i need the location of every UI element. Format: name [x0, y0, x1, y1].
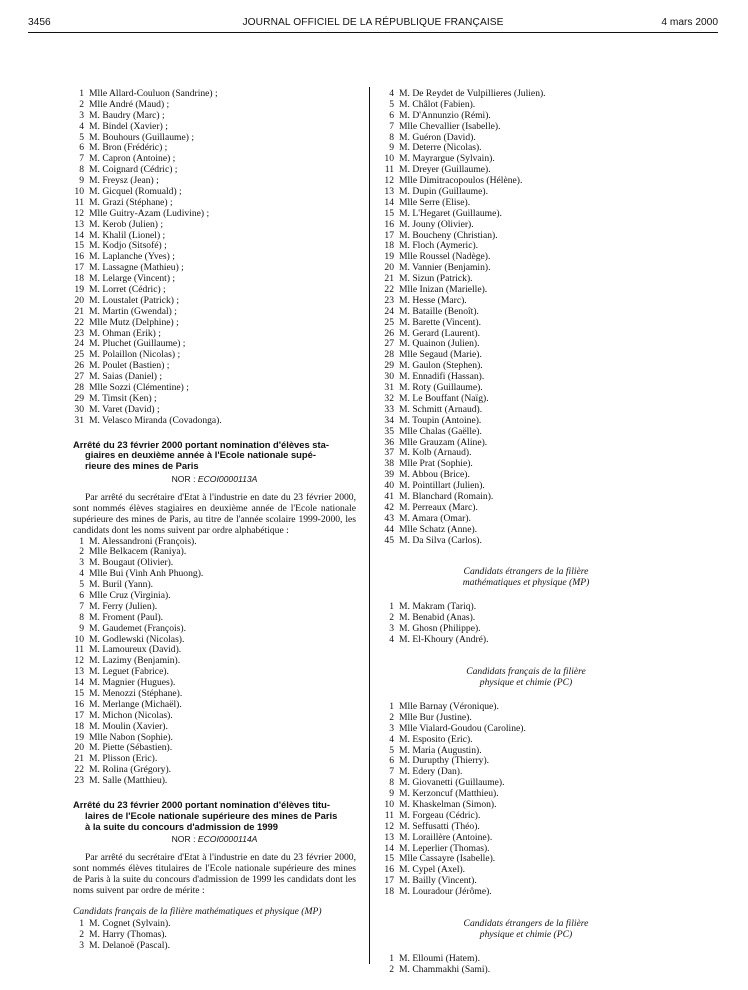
list-item-name: M. Grazi (Stéphane) ;: [89, 196, 173, 208]
list-item-number: 19: [74, 284, 84, 296]
section-heading-line: mathématiques et physique (MP): [462, 577, 590, 589]
list-item-number: 17: [74, 709, 84, 721]
list-item-name: M. Kolb (Arnaud).: [399, 447, 472, 459]
list-item-name: M. Kodjo (Sitsofé) ;: [89, 240, 167, 252]
list-item-number: 17: [74, 262, 84, 274]
nor-code: ECOI0000114A: [197, 834, 258, 845]
list-item-name: Mlle Allard-Couluon (Sandrine) ;: [89, 88, 218, 99]
list-item-name: M. Godlewski (Nicolas).: [89, 633, 185, 645]
list-item: [61, 416, 361, 427]
list-item-name: M. Ghosn (Philippe).: [399, 623, 481, 635]
list-item-number: 22: [74, 316, 84, 328]
list-item-number: 45: [384, 534, 394, 546]
list-item-number: 8: [79, 164, 84, 176]
list-item-number: 4: [79, 120, 84, 132]
list-item-number: 16: [384, 218, 394, 230]
article-title: [73, 440, 356, 472]
list-item-name: M. Gerard (Laurent).: [399, 327, 480, 339]
list-item-number: 3: [79, 109, 84, 121]
list-item-name: Mlle Schatz (Anne).: [399, 523, 478, 535]
list-item: [61, 776, 361, 787]
list-item-number: 25: [384, 316, 394, 328]
list-item-name: Mlle Sozzi (Clémentine) ;: [89, 382, 189, 394]
list-item-number: 44: [384, 523, 394, 535]
article-title: [73, 800, 356, 832]
list-item-number: 8: [79, 611, 84, 623]
list-item-number: 10: [74, 186, 84, 198]
name-list: [371, 702, 671, 898]
list-item-name: M. Harry (Thomas).: [89, 928, 167, 940]
list-item-number: 11: [384, 164, 394, 176]
list-item-number: 19: [384, 251, 394, 263]
column-divider: [369, 87, 370, 964]
list-item-number: 5: [79, 131, 84, 143]
section-heading-line: physique et chimie (PC): [479, 676, 573, 688]
name-list: [61, 89, 361, 427]
name-list: [61, 919, 361, 952]
list-item-number: 20: [384, 262, 394, 274]
article-paragraph: Par arrêté du secrétaire d'Etat à l'industrie en date du 23 février 2000, sont nommés élèves stagiaires en deuxième année de l'Ecole nationale supérieure des mines de Paris, au titre de l'année scolaire 1999-2000, les candidats dont les noms suivent par ordre alphabétique :: [73, 491, 356, 536]
list-item-name: M. Bailly (Vincent).: [399, 875, 477, 887]
list-item-name: M. Loustalet (Patrick) ;: [89, 294, 180, 306]
list-item-name: M. Gaulon (Stephen).: [399, 360, 483, 372]
list-item-name: M. Poulet (Bastien) ;: [89, 360, 170, 372]
list-item-name: M. Rolina (Grégory).: [89, 764, 172, 776]
list-item-number: 36: [384, 436, 394, 448]
list-item-name: M. Benabid (Anas).: [399, 612, 476, 624]
list-item-name: M. Le Bouffant (Naïg).: [399, 392, 489, 404]
list-item-number: 13: [74, 218, 84, 230]
list-item-name: M. Loraillère (Antoine).: [399, 831, 493, 843]
nor-label: NOR :: [171, 474, 196, 484]
list-item-name: M. Leguet (Fabrice).: [89, 666, 169, 678]
list-item-name: M. Mayrargue (Sylvain).: [399, 153, 495, 165]
list-item-number: 12: [74, 655, 84, 667]
list-item-name: M. Velasco Miranda (Covadonga).: [89, 414, 222, 426]
list-item-name: M. Ennadifi (Hassan).: [399, 371, 485, 383]
list-item-number: 1: [389, 953, 394, 964]
list-item-number: 2: [79, 98, 84, 110]
list-item-name: M. Buril (Yann).: [89, 579, 154, 591]
list-item-name: M. Dupin (Guillaume).: [399, 186, 488, 198]
list-item-number: 7: [79, 153, 84, 165]
list-item-name: M. Durupthy (Thierry).: [399, 755, 490, 767]
page-number: 3456: [28, 17, 51, 28]
list-item-name: M. Châlot (Fabien).: [399, 98, 476, 110]
list-item-name: M. Moulin (Xavier).: [89, 720, 168, 732]
list-item-name: M. Da Silva (Carlos).: [399, 534, 482, 546]
journal-title: JOURNAL OFFICIEL DE LA RÉPUBLIQUE FRANÇAISE: [242, 17, 504, 28]
list-item-name: M. D'Annunzio (Rémi).: [399, 109, 491, 121]
list-item-number: 21: [74, 753, 84, 765]
list-item-number: 42: [384, 501, 394, 513]
list-item-number: 4: [79, 568, 84, 580]
article-title-line: Arrêté du 23 février 2000 portant nomination d'élèves sta-: [73, 438, 329, 450]
list-item-number: 4: [389, 733, 394, 745]
list-item-number: 3: [389, 623, 394, 635]
list-item-number: 38: [384, 458, 394, 470]
list-item-number: 12: [384, 175, 394, 187]
list-item-name: M. Barette (Vincent).: [399, 316, 482, 328]
list-item-name: M. Esposito (Eric).: [399, 733, 473, 745]
nor-code: ECOI0000113A: [197, 474, 258, 484]
list-item-number: 11: [74, 644, 84, 656]
list-item-name: Mlle Vialard-Goudou (Caroline).: [399, 722, 526, 734]
list-item-name: M. Pointillart (Julien).: [399, 480, 485, 492]
list-item-name: M. Coignard (Cédric) ;: [89, 164, 178, 176]
list-item-number: 8: [389, 131, 394, 143]
list-item-number: 4: [389, 88, 394, 99]
list-item-number: 8: [389, 777, 394, 789]
list-item-number: 6: [79, 589, 84, 601]
article-title-line: à la suite du concours d'admission de 1999: [85, 820, 278, 832]
list-item-name: M. Vannier (Benjamin).: [399, 262, 491, 274]
list-item-name: M. Edery (Dan).: [399, 766, 463, 778]
list-item-number: 20: [74, 294, 84, 306]
list-item-number: 2: [79, 928, 84, 940]
list-item-name: M. Laplanche (Yves) ;: [89, 251, 175, 263]
list-item-name: M. Dreyer (Guillaume).: [399, 164, 491, 176]
list-item: [61, 941, 361, 952]
list-item-name: M. Ferry (Julien).: [89, 600, 158, 612]
list-item-name: M. Martin (Gwendal) ;: [89, 305, 177, 317]
list-item-name: M. Toupin (Antoine).: [399, 414, 482, 426]
list-item-name: M. Saias (Daniel) ;: [89, 371, 163, 383]
list-item-name: M. Schmitt (Arnaud).: [399, 403, 483, 415]
list-item-name: Mlle Barnay (Véronique).: [399, 700, 499, 712]
list-item-number: 23: [74, 775, 84, 787]
list-item-name: M. Deterre (Nicolas).: [399, 142, 482, 154]
list-item-number: 41: [384, 490, 394, 502]
list-item-name: M. Guéron (David).: [399, 131, 476, 143]
list-item-name: M. Elloumi (Hatem).: [399, 953, 480, 964]
list-item-number: 1: [389, 700, 394, 712]
list-item-name: M. El-Khoury (André).: [399, 634, 489, 646]
list-item-name: M. Giovanetti (Guillaume).: [399, 777, 505, 789]
list-item-number: 31: [74, 414, 84, 426]
list-item-name: Mlle Prat (Sophie).: [399, 458, 473, 470]
section-heading-line: physique et chimie (PC): [479, 929, 573, 940]
list-item-name: Mlle Grauzam (Aline).: [399, 436, 488, 448]
list-item-number: 32: [384, 392, 394, 404]
section-heading: [371, 566, 681, 588]
list-item-name: M. Pluchet (Guillaume) ;: [89, 338, 186, 350]
list-item-name: M. Baudry (Marc) ;: [89, 109, 165, 121]
list-item-number: 29: [74, 392, 84, 404]
list-item-name: M. Cypel (Axel).: [399, 864, 466, 876]
list-item-number: 37: [384, 447, 394, 459]
list-item-number: 17: [384, 229, 394, 241]
list-item-number: 6: [389, 109, 394, 121]
list-item-number: 22: [384, 284, 394, 296]
list-item-name: M. Leperlier (Thomas).: [399, 842, 490, 854]
list-item-name: Mlle Dimitracopoulos (Hélène).: [399, 175, 523, 187]
list-item-name: M. Delanoë (Pascal).: [89, 939, 170, 951]
list-item-name: M. Abbou (Brice).: [399, 469, 470, 481]
list-item-name: Mlle Inizan (Marielle).: [399, 284, 488, 296]
list-item-name: M. Gicquel (Romuald) ;: [89, 186, 182, 198]
list-item-name: M. Magnier (Hugues).: [89, 677, 176, 689]
list-item-name: M. Ohman (Erik) ;: [89, 327, 161, 339]
list-item-number: 1: [389, 601, 394, 613]
list-item-name: M. L'Hegaret (Guillaume).: [399, 207, 502, 219]
list-item-number: 1: [79, 917, 84, 929]
list-item-number: 23: [74, 327, 84, 339]
list-item-number: 18: [74, 273, 84, 285]
list-item-number: 20: [74, 742, 84, 754]
list-item-name: M. De Reydet de Vulpillieres (Julien).: [399, 88, 546, 99]
list-item-name: M. Roty (Guillaume).: [399, 382, 483, 394]
list-item-name: M. Bouhours (Guillaume) ;: [89, 131, 194, 143]
list-item-number: 18: [384, 886, 394, 898]
list-item: [371, 536, 671, 547]
right-column: [371, 89, 671, 976]
list-item: [371, 965, 671, 976]
list-item-name: M. Merlange (Michaël).: [89, 698, 182, 710]
list-item-name: Mlle Serre (Elise).: [399, 196, 471, 208]
article-title-line: Arrêté du 23 février 2000 portant nomination d'élèves titu-: [73, 799, 330, 811]
list-item-number: 35: [384, 425, 394, 437]
list-item-number: 40: [384, 480, 394, 492]
list-item-number: 3: [389, 722, 394, 734]
list-item-number: 24: [74, 338, 84, 350]
list-item-number: 15: [384, 207, 394, 219]
list-item-number: 26: [384, 327, 394, 339]
name-list: [371, 602, 671, 646]
list-item-name: M. Lelarge (Vincent) ;: [89, 273, 176, 285]
list-item-number: 16: [384, 864, 394, 876]
list-item-name: M. Chammakhi (Sami).: [399, 963, 491, 975]
list-item-name: M. Timsit (Ken) ;: [89, 392, 157, 404]
list-item-number: 15: [74, 240, 84, 252]
list-item-name: M. Kerzoncuf (Matthieu).: [399, 788, 499, 800]
list-item-number: 14: [384, 842, 394, 854]
list-item-number: 10: [74, 633, 84, 645]
list-item-name: Mlle Roussel (Nadège).: [399, 251, 491, 263]
list-item-name: M. Kerob (Julien) ;: [89, 218, 164, 230]
list-item-number: 19: [74, 731, 84, 743]
list-item-number: 14: [74, 229, 84, 241]
nor-reference: [73, 834, 356, 845]
list-item-number: 2: [389, 612, 394, 624]
list-item-number: 14: [74, 677, 84, 689]
list-item-number: 39: [384, 469, 394, 481]
list-item-name: M. Bindel (Xavier) ;: [89, 120, 168, 132]
list-item-name: M. Lamoureux (David).: [89, 644, 182, 656]
list-item-name: M. Polaillon (Nicolas) ;: [89, 349, 181, 361]
list-item-number: 10: [384, 153, 394, 165]
list-item-name: M. Michon (Nicolas).: [89, 709, 173, 721]
name-list: [371, 89, 671, 546]
list-item-number: 29: [384, 360, 394, 372]
list-item-number: 17: [384, 875, 394, 887]
list-item-number: 15: [384, 853, 394, 865]
list-item-number: 3: [79, 557, 84, 569]
list-item-number: 28: [74, 382, 84, 394]
list-item-name: M. Freysz (Jean) ;: [89, 175, 159, 187]
list-item-name: M. Alessandroni (François).: [89, 535, 197, 547]
list-item-name: M. Bron (Frédéric) ;: [89, 142, 168, 154]
list-item-number: 24: [384, 305, 394, 317]
list-item-name: M. Makram (Tariq).: [399, 601, 477, 613]
list-item-name: M. Lassagne (Mathieu) ;: [89, 262, 184, 274]
list-item-name: M. Bougaut (Olivier).: [89, 557, 174, 569]
list-item-number: 14: [384, 196, 394, 208]
issue-date: 4 mars 2000: [661, 17, 718, 28]
left-column: [61, 89, 361, 952]
list-item-name: M. Hesse (Marc).: [399, 294, 467, 306]
list-item-name: M. Plisson (Eric).: [89, 753, 158, 765]
list-item-number: 13: [384, 831, 394, 843]
list-item-name: Mlle Cruz (Virginia).: [89, 589, 171, 601]
list-item-name: M. Khaskelman (Simon).: [399, 798, 497, 810]
list-item-number: 25: [74, 349, 84, 361]
list-item-name: Mlle Guitry-Azam (Ludivine) ;: [89, 207, 210, 219]
list-item-number: 6: [79, 142, 84, 154]
list-item-name: Mlle André (Maud) ;: [89, 98, 170, 110]
list-item-number: 11: [384, 809, 394, 821]
list-item-name: M. Forgeau (Cédric).: [399, 809, 481, 821]
list-item-name: Mlle Bur (Justine).: [399, 711, 472, 723]
list-item-name: Mlle Segaud (Marie).: [399, 349, 482, 361]
list-item-name: M. Varet (David) ;: [89, 403, 160, 415]
list-item-name: M. Blanchard (Romain).: [399, 490, 494, 502]
list-item-number: 21: [384, 273, 394, 285]
list-item-number: 34: [384, 414, 394, 426]
list-item-name: Mlle Chevallier (Isabelle).: [399, 120, 501, 132]
list-item-number: 7: [79, 600, 84, 612]
list-item-name: M. Piette (Sébastien).: [89, 742, 173, 754]
list-item-number: 15: [74, 688, 84, 699]
list-item-number: 6: [389, 755, 394, 767]
section-heading-line: Candidats étrangers de la filière: [463, 566, 589, 578]
list-item-name: M. Seffusatti (Théo).: [399, 820, 480, 832]
article-title-line: rieure des mines de Paris: [85, 460, 199, 472]
list-item-name: M. Boucheny (Christian).: [399, 229, 498, 241]
list-item-number: 1: [79, 88, 84, 99]
list-item-number: 12: [384, 820, 394, 832]
list-item-number: 9: [79, 175, 84, 187]
list-item-number: 7: [389, 766, 394, 778]
list-item-number: 30: [74, 403, 84, 415]
list-item: [371, 635, 671, 646]
list-item-number: 43: [384, 512, 394, 524]
article-paragraph: Par arrêté du secrétaire d'Etat à l'industrie en date du 23 février 2000, sont nommés élèves titulaires de l'Ecole nationale supérieure des mines de Paris à la suite du concours d'admission de 1999 les candidats dont les noms suivent par ordre de mérite :: [73, 852, 356, 897]
list-item-number: 13: [384, 186, 394, 198]
list-item-number: 18: [74, 720, 84, 732]
list-item-number: 11: [74, 196, 84, 208]
list-item-name: M. Floch (Aymeric).: [399, 240, 479, 252]
list-item-number: 9: [389, 788, 394, 800]
nor-reference: [73, 474, 356, 485]
list-item-number: 27: [74, 371, 84, 383]
list-item-name: M. Bataille (Benoît).: [399, 305, 479, 317]
list-item-name: M. Gaudemet (François).: [89, 622, 186, 634]
section-heading: [371, 918, 681, 940]
list-item-number: 27: [384, 338, 394, 350]
article-title-line: laires de l'Ecole nationale supérieure des mines de Paris: [85, 809, 338, 821]
list-item: [371, 887, 671, 898]
list-item-name: Mlle Bui (Vinh Anh Phuong).: [89, 568, 204, 580]
list-item-number: 23: [384, 294, 394, 306]
page-header: [28, 17, 718, 31]
header-rule: [28, 32, 718, 33]
list-item-number: 9: [389, 142, 394, 154]
list-item-number: 16: [74, 698, 84, 710]
list-item-name: M. Sizun (Patrick).: [399, 273, 473, 285]
list-item-number: 30: [384, 371, 394, 383]
list-item-name: M. Khalil (Lionel) ;: [89, 229, 166, 241]
name-list: [61, 537, 361, 787]
list-item-number: 5: [79, 579, 84, 591]
list-item-name: M. Maria (Augustin).: [399, 744, 482, 756]
list-item-number: 5: [389, 98, 394, 110]
list-item-name: Mlle Cassayre (Isabelle).: [399, 853, 496, 865]
list-item-number: 7: [389, 120, 394, 132]
list-item-number: 22: [74, 764, 84, 776]
list-item-name: M. Amara (Omar).: [399, 512, 471, 524]
list-item-name: M. Lorret (Cédric) ;: [89, 284, 166, 296]
list-item-name: M. Salle (Matthieu).: [89, 775, 168, 787]
list-item-number: 9: [79, 622, 84, 634]
section-heading-line: Candidats français de la filière: [466, 665, 586, 677]
list-item-number: 21: [74, 305, 84, 317]
list-item-number: 10: [384, 798, 394, 810]
list-item-number: 16: [74, 251, 84, 263]
list-item-name: M. Froment (Paul).: [89, 611, 164, 623]
list-item-name: Mlle Chalas (Gaëlle).: [399, 425, 482, 437]
list-item-name: Mlle Belkacem (Raniya).: [89, 546, 187, 558]
list-item-number: 18: [384, 240, 394, 252]
list-item-name: M. Quainon (Julien).: [399, 338, 480, 350]
name-list: [371, 954, 671, 976]
list-item-number: 33: [384, 403, 394, 415]
list-item-number: 28: [384, 349, 394, 361]
section-heading-line: Candidats étrangers de la filière: [463, 918, 589, 929]
section-heading: [371, 666, 681, 688]
list-item-number: 3: [79, 939, 84, 951]
list-item-name: M. Cognet (Sylvain).: [89, 917, 171, 929]
list-item-name: M. Menozzi (Stéphane).: [89, 688, 183, 699]
list-item-number: 2: [79, 546, 84, 558]
list-item-name: Mlle Nabon (Sophie).: [89, 731, 173, 743]
list-item-name: M. Louradour (Jérôme).: [399, 886, 492, 898]
list-item-name: M. Lazimy (Benjamin).: [89, 655, 181, 667]
list-item-number: 31: [384, 382, 394, 394]
list-item-number: 12: [74, 207, 84, 219]
list-item-number: 1: [79, 535, 84, 547]
list-item-name: M. Capron (Antoine) ;: [89, 153, 176, 165]
section-heading: Candidats français de la filière mathématiques et physique (MP): [73, 905, 322, 917]
article-title-line: giaires en deuxième année à l'Ecole nationale supé-: [85, 449, 316, 461]
nor-label: NOR :: [171, 834, 196, 845]
list-item-number: 13: [74, 666, 84, 678]
list-item-number: 5: [389, 744, 394, 756]
list-item-name: M. Perreaux (Marc).: [399, 501, 478, 513]
list-item-name: M. Jouny (Olivier).: [399, 218, 474, 230]
list-item-name: Mlle Mutz (Delphine) ;: [89, 316, 179, 328]
list-item-number: 4: [389, 634, 394, 646]
list-item-number: 26: [74, 360, 84, 372]
list-item-number: 2: [389, 963, 394, 975]
list-item-number: 2: [389, 711, 394, 723]
